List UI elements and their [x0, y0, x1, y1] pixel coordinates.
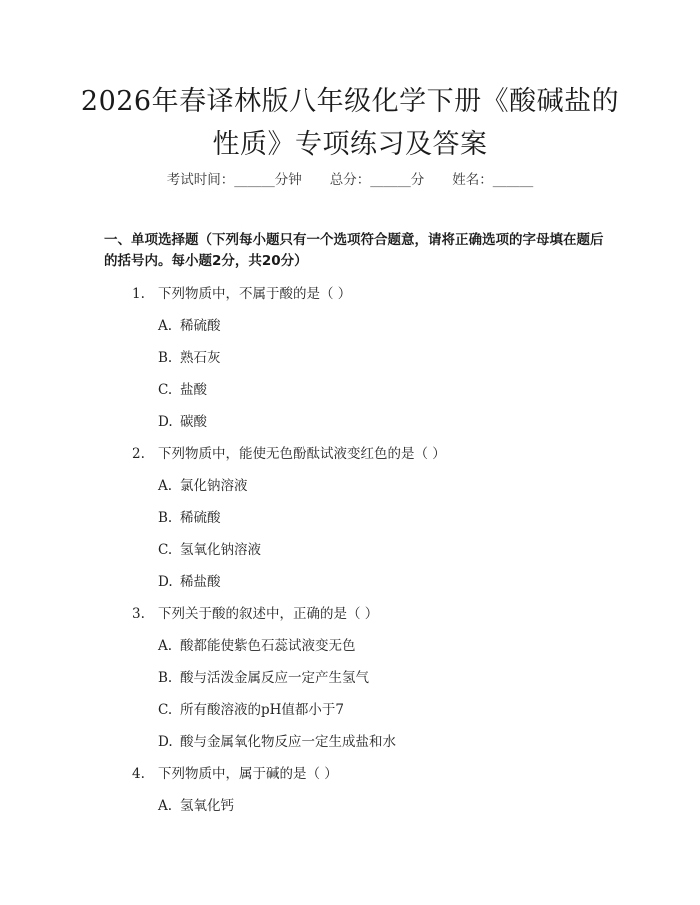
option-letter: A.	[158, 318, 173, 334]
option-text: 稀盐酸	[180, 574, 221, 590]
answer-option	[0, 310, 700, 342]
option-letter: C.	[158, 542, 173, 558]
option-text: 稀硫酸	[180, 318, 221, 334]
option-text: 碳酸	[180, 414, 207, 430]
question-number: 2.	[132, 446, 145, 462]
question-stem: 下列物质中，属于碱的是（ ）	[158, 766, 338, 782]
option-letter: D.	[158, 574, 173, 590]
option-text: 酸与活泼金属反应一定产生氢气	[180, 670, 369, 686]
option-letter: C.	[158, 702, 173, 718]
option-letter: A.	[158, 478, 173, 494]
answer-option	[0, 726, 700, 758]
option-text: 氢氧化钙	[180, 798, 234, 814]
answer-option	[0, 342, 700, 374]
option-text: 酸与金属氧化物反应一定生成盐和水	[180, 734, 396, 750]
answer-option	[0, 662, 700, 694]
section-heading: 一、单项选择题（下列每小题只有一个选项符合题意，请将正确选项的字母填在题后的括号内。每小题2分，共20分）	[104, 232, 604, 269]
option-text: 稀硫酸	[180, 510, 221, 526]
answer-option	[0, 630, 700, 662]
option-letter: C.	[158, 382, 173, 398]
question-stem: 下列物质中，能使无色酚酞试液变红色的是（ ）	[158, 446, 446, 462]
answer-option	[0, 502, 700, 534]
question-stem: 下列物质中，不属于酸的是（ ）	[158, 286, 352, 302]
option-letter: B.	[158, 350, 173, 366]
document-title	[40, 80, 660, 166]
answer-option	[0, 406, 700, 438]
answer-option	[0, 470, 700, 502]
exam-time: 考试时间：______分钟	[166, 172, 302, 188]
question-stem: 下列关于酸的叙述中，正确的是（ ）	[158, 606, 379, 622]
answer-option	[0, 374, 700, 406]
option-text: 熟石灰	[180, 350, 221, 366]
option-text: 酸都能使紫色石蕊试液变无色	[180, 638, 356, 654]
title-line-1: 2026年春译林版八年级化学下册《酸碱盐的	[80, 86, 620, 117]
question-number: 4.	[132, 766, 145, 782]
exam-info	[0, 168, 700, 188]
answer-option	[0, 694, 700, 726]
question-number: 3.	[132, 606, 145, 622]
question-list	[0, 278, 700, 822]
option-letter: A.	[158, 638, 173, 654]
title-line-2: 性质》专项练习及答案	[212, 129, 488, 160]
exam-score: 总分：______分	[329, 172, 425, 188]
question-item	[0, 438, 700, 470]
question-number: 1.	[132, 286, 145, 302]
question-item	[0, 758, 700, 790]
question-item	[0, 278, 700, 310]
answer-option	[0, 534, 700, 566]
option-letter: B.	[158, 670, 173, 686]
option-text: 氯化钠溶液	[180, 478, 248, 494]
option-text: 所有酸溶液的pH值都小于7	[180, 702, 345, 718]
exam-name: 姓名：______	[452, 172, 534, 188]
option-letter: D.	[158, 734, 173, 750]
option-letter: A.	[158, 798, 173, 814]
answer-option	[0, 566, 700, 598]
question-item	[0, 598, 700, 630]
option-text: 氢氧化钠溶液	[180, 542, 261, 558]
answer-option	[0, 790, 700, 822]
option-text: 盐酸	[180, 382, 207, 398]
option-letter: D.	[158, 414, 173, 430]
option-letter: B.	[158, 510, 173, 526]
